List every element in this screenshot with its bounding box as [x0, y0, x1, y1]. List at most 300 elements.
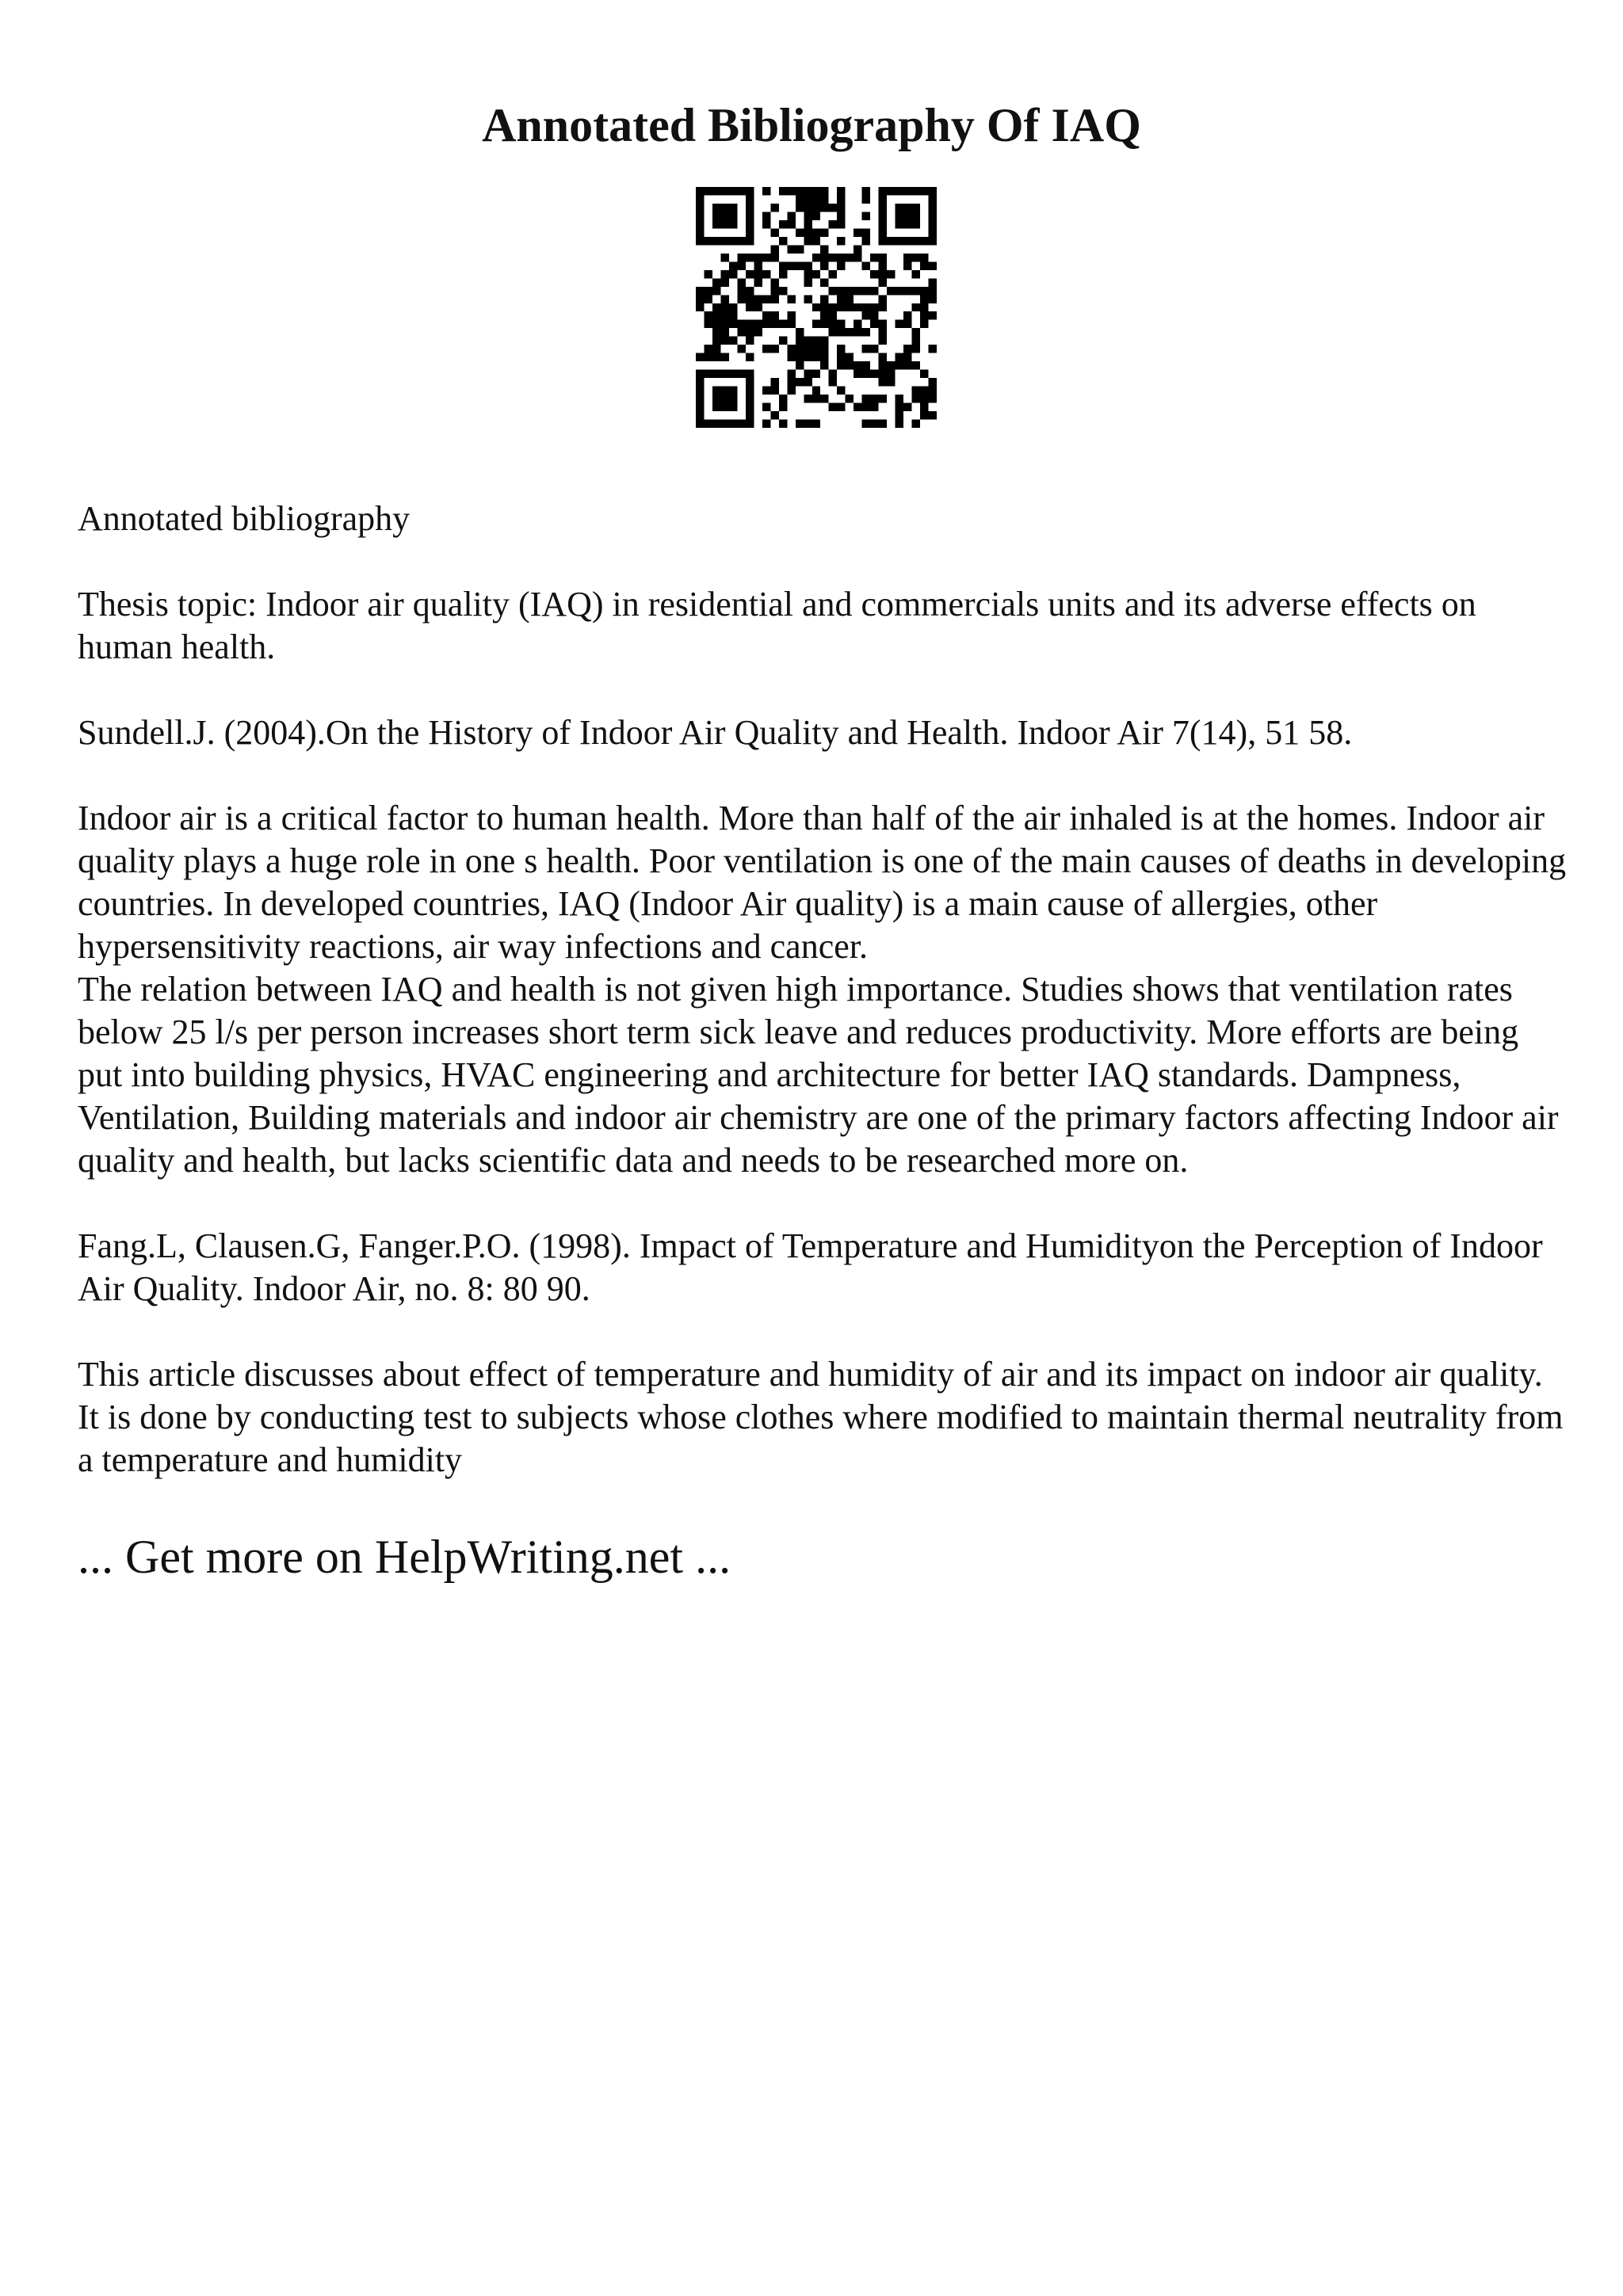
qr-module — [746, 237, 754, 245]
qr-module — [820, 337, 828, 345]
qr-module — [879, 212, 887, 219]
qr-module — [912, 337, 920, 345]
qr-module — [720, 387, 728, 395]
citation-fang: Fang.L, Clausen.G, Fanger.P.O. (1998). Impact of Temperature and Humidityon the Perception of Indoor Air Quality. Indoor Air, no. 8: 80 90. — [78, 1226, 1543, 1308]
qr-module — [729, 270, 737, 278]
qr-module — [912, 204, 920, 212]
qr-module — [837, 212, 845, 219]
qr-module — [896, 403, 903, 411]
qr-module — [779, 320, 787, 328]
qr-module — [912, 270, 920, 278]
qr-module — [820, 278, 828, 286]
qr-module — [929, 287, 937, 295]
qr-module — [720, 187, 728, 195]
qr-module — [712, 370, 720, 378]
qr-module — [903, 311, 911, 319]
qr-module — [779, 187, 787, 195]
qr-module — [704, 353, 712, 361]
qr-module — [879, 395, 887, 402]
qr-module — [812, 303, 820, 311]
qr-module — [912, 420, 920, 428]
qr-module — [696, 228, 704, 236]
qr-module — [896, 411, 903, 419]
qr-module — [929, 345, 937, 353]
qr-module — [879, 187, 887, 195]
qr-module — [720, 403, 728, 411]
qr-module — [729, 212, 737, 219]
qr-module — [879, 320, 887, 328]
qr-module — [720, 420, 728, 428]
qr-module — [779, 337, 787, 345]
qr-module — [903, 220, 911, 228]
qr-module — [903, 204, 911, 212]
qr-module — [746, 337, 754, 345]
qr-module — [903, 287, 911, 295]
annotation-fang: This article discusses about effect of temperature and humidity of air and its impact on indoor air quality. It is done by conducting test to subjects whose clothes where modified to maintain thermal neutrality from a temperature and humidity — [78, 1355, 1564, 1479]
qr-module — [820, 204, 828, 212]
qr-module — [879, 295, 887, 303]
qr-module — [729, 187, 737, 195]
qr-module — [896, 212, 903, 219]
qr-module — [820, 361, 828, 369]
qr-module — [903, 353, 911, 361]
qr-module — [837, 345, 845, 353]
qr-module — [729, 303, 737, 311]
qr-module — [720, 337, 728, 345]
qr-module — [820, 353, 828, 361]
qr-module — [770, 320, 778, 328]
qr-module — [879, 378, 887, 386]
qr-module — [720, 311, 728, 319]
qr-module — [729, 370, 737, 378]
qr-module — [812, 420, 820, 428]
qr-module — [912, 187, 920, 195]
qr-module — [862, 395, 870, 402]
qr-module — [896, 420, 903, 428]
qr-module — [862, 420, 870, 428]
get-more-link[interactable]: ... Get more on HelpWriting.net ... — [78, 1531, 731, 1583]
qr-module — [820, 345, 828, 353]
heading-label: Annotated bibliography — [78, 499, 411, 538]
qr-module — [920, 287, 928, 295]
qr-module — [903, 237, 911, 245]
qr-module — [870, 403, 878, 411]
qr-module — [879, 278, 887, 286]
qr-module — [720, 212, 728, 219]
qr-module — [912, 237, 920, 245]
qr-module — [812, 320, 820, 328]
qr-module — [804, 237, 812, 245]
qr-module — [887, 370, 895, 378]
qr-module — [820, 254, 828, 261]
qr-module — [696, 370, 704, 378]
qr-module — [796, 353, 804, 361]
qr-module — [746, 353, 754, 361]
qr-module — [779, 270, 787, 278]
qr-module — [762, 220, 770, 228]
qr-module — [696, 378, 704, 386]
qr-module — [704, 187, 712, 195]
qr-module — [746, 378, 754, 386]
qr-code — [696, 187, 937, 428]
qr-module — [829, 311, 837, 319]
qr-module — [796, 361, 804, 369]
qr-module — [746, 187, 754, 195]
qr-module — [820, 303, 828, 311]
qr-module — [812, 204, 820, 212]
qr-module — [920, 395, 928, 402]
qr-module — [812, 387, 820, 395]
qr-module — [712, 353, 720, 361]
qr-module — [846, 395, 854, 402]
qr-module — [820, 395, 828, 402]
qr-module — [754, 320, 762, 328]
qr-module — [712, 187, 720, 195]
qr-module — [804, 270, 812, 278]
qr-module — [837, 328, 845, 336]
qr-module — [796, 261, 804, 269]
qr-module — [854, 370, 861, 378]
qr-module — [804, 345, 812, 353]
qr-module — [920, 261, 928, 269]
qr-module — [696, 420, 704, 428]
qr-module — [920, 295, 928, 303]
qr-module — [696, 303, 704, 311]
qr-module — [829, 254, 837, 261]
qr-module — [912, 303, 920, 311]
qr-module — [729, 220, 737, 228]
qr-module — [712, 345, 720, 353]
qr-module — [704, 420, 712, 428]
qr-module — [720, 353, 728, 361]
qr-module — [903, 320, 911, 328]
qr-module — [779, 261, 787, 269]
qr-module — [862, 261, 870, 269]
qr-module — [920, 387, 928, 395]
qr-module — [903, 361, 911, 369]
qr-module — [829, 378, 837, 386]
qr-module — [787, 345, 795, 353]
qr-module — [870, 345, 878, 353]
qr-module — [737, 254, 745, 261]
qr-module — [846, 328, 854, 336]
qr-module — [762, 387, 770, 395]
qr-module — [854, 254, 861, 261]
qr-module — [879, 220, 887, 228]
qr-module — [704, 237, 712, 245]
qr-module — [762, 212, 770, 219]
qr-module — [712, 387, 720, 395]
qr-module — [720, 270, 728, 278]
qr-module — [737, 328, 745, 336]
qr-module — [804, 337, 812, 345]
qr-module — [720, 395, 728, 402]
qr-module — [854, 403, 861, 411]
qr-module — [796, 187, 804, 195]
qr-module — [746, 228, 754, 236]
qr-module — [712, 278, 720, 286]
qr-module — [787, 311, 795, 319]
qr-module — [820, 245, 828, 253]
qr-module — [829, 270, 837, 278]
qr-module — [862, 345, 870, 353]
qr-module — [837, 387, 845, 395]
qr-module — [787, 295, 795, 303]
qr-module — [862, 187, 870, 195]
qr-module — [729, 204, 737, 212]
qr-module — [903, 261, 911, 269]
qr-module — [903, 345, 911, 353]
qr-module — [896, 287, 903, 295]
qr-module — [862, 228, 870, 236]
qr-module — [887, 287, 895, 295]
qr-module — [770, 411, 778, 419]
qr-module — [887, 378, 895, 386]
qr-module — [862, 403, 870, 411]
qr-module — [704, 345, 712, 353]
qr-module — [787, 212, 795, 219]
qr-module — [912, 287, 920, 295]
qr-module — [854, 328, 861, 336]
qr-module — [820, 187, 828, 195]
qr-module — [870, 287, 878, 295]
qr-module — [862, 328, 870, 336]
qr-module — [929, 187, 937, 195]
qr-module — [896, 237, 903, 245]
qr-module — [779, 220, 787, 228]
qr-module — [696, 187, 704, 195]
qr-module — [862, 311, 870, 319]
qr-module — [787, 320, 795, 328]
qr-module — [804, 204, 812, 212]
qr-module — [787, 353, 795, 361]
qr-module — [746, 420, 754, 428]
qr-module — [879, 261, 887, 269]
qr-module — [762, 270, 770, 278]
qr-module — [829, 303, 837, 311]
qr-module — [796, 378, 804, 386]
qr-module — [737, 320, 745, 328]
qr-module — [870, 420, 878, 428]
qr-module — [820, 311, 828, 319]
qr-module — [796, 345, 804, 353]
qr-module — [770, 287, 778, 295]
qr-module — [712, 287, 720, 295]
qr-module — [837, 303, 845, 311]
qr-module — [870, 370, 878, 378]
qr-module — [879, 303, 887, 311]
qr-module — [804, 278, 812, 286]
qr-module — [862, 195, 870, 203]
qr-module — [746, 387, 754, 395]
qr-module — [796, 228, 804, 236]
qr-module — [729, 261, 737, 269]
qr-module — [903, 212, 911, 219]
qr-module — [920, 254, 928, 261]
qr-module — [862, 212, 870, 219]
qr-module — [720, 254, 728, 261]
qr-module — [720, 220, 728, 228]
qr-module — [870, 303, 878, 311]
qr-module — [762, 187, 770, 195]
qr-module — [804, 187, 812, 195]
qr-module — [820, 261, 828, 269]
qr-module — [837, 254, 845, 261]
qr-module — [812, 195, 820, 203]
qr-module — [729, 403, 737, 411]
qr-module — [696, 395, 704, 402]
qr-module — [912, 395, 920, 402]
qr-module — [837, 403, 845, 411]
qr-module — [712, 320, 720, 328]
qr-module — [762, 345, 770, 353]
qr-module — [862, 370, 870, 378]
qr-module — [862, 361, 870, 369]
qr-module — [720, 303, 728, 311]
qr-module — [812, 237, 820, 245]
qr-module — [862, 287, 870, 295]
qr-module — [896, 204, 903, 212]
qr-module — [720, 370, 728, 378]
qr-module — [770, 278, 778, 286]
qr-module — [879, 361, 887, 369]
qr-module — [737, 420, 745, 428]
qr-module — [846, 361, 854, 369]
qr-module — [704, 370, 712, 378]
qr-module — [746, 395, 754, 402]
qr-module — [712, 420, 720, 428]
qr-module — [787, 220, 795, 228]
qr-module — [712, 212, 720, 219]
qr-module — [770, 295, 778, 303]
qr-module — [837, 295, 845, 303]
qr-module — [770, 204, 778, 212]
qr-module — [929, 387, 937, 395]
qr-module — [746, 204, 754, 212]
qr-module — [712, 328, 720, 336]
qr-module — [929, 204, 937, 212]
qr-module — [887, 187, 895, 195]
qr-module — [770, 311, 778, 319]
qr-module — [729, 237, 737, 245]
qr-module — [862, 237, 870, 245]
qr-module — [870, 320, 878, 328]
qr-module — [737, 261, 745, 269]
qr-module — [746, 403, 754, 411]
qr-module — [929, 237, 937, 245]
qr-module — [870, 254, 878, 261]
qr-module — [804, 295, 812, 303]
qr-module — [770, 254, 778, 261]
qr-module — [879, 254, 887, 261]
qr-module — [846, 295, 854, 303]
qr-module — [746, 270, 754, 278]
thesis-topic: Thesis topic: Indoor air quality (IAQ) in residential and commercials units and its adverse effects on human health. — [78, 585, 1476, 666]
qr-module — [896, 361, 903, 369]
qr-module — [846, 287, 854, 295]
qr-module — [912, 328, 920, 336]
qr-module — [704, 311, 712, 319]
qr-module — [854, 303, 861, 311]
qr-module — [696, 411, 704, 419]
annotation-sundell-part1: Indoor air is a critical factor to human health. More than half of the air inhaled is at the homes. Indoor air quality plays a huge role in one s health. Poor ventilation is one of the main causes of deaths in developing countries. In developed countries, IAQ (Indoor Air quality) is a main cause of allergies, other hypersensitivity reactions, air way infections and cancer. — [78, 799, 1567, 966]
qr-module — [870, 311, 878, 319]
qr-module — [896, 187, 903, 195]
qr-module — [704, 270, 712, 278]
qr-module — [837, 261, 845, 269]
qr-module — [779, 395, 787, 402]
qr-module — [912, 387, 920, 395]
qr-module — [712, 303, 720, 311]
qr-module — [746, 212, 754, 219]
qr-module — [812, 228, 820, 236]
qr-module — [779, 237, 787, 245]
qr-module — [804, 395, 812, 402]
qr-module — [879, 195, 887, 203]
qr-module — [829, 370, 837, 378]
qr-module — [796, 337, 804, 345]
qr-module — [762, 403, 770, 411]
qr-module — [696, 387, 704, 395]
qr-module — [704, 287, 712, 295]
qr-module — [854, 228, 861, 236]
qr-module — [854, 287, 861, 295]
qr-module — [896, 220, 903, 228]
qr-module — [712, 220, 720, 228]
qr-module — [712, 311, 720, 319]
qr-module — [804, 261, 812, 269]
qr-module — [829, 403, 837, 411]
qr-module — [870, 270, 878, 278]
qr-module — [762, 254, 770, 261]
qr-module — [770, 387, 778, 395]
qr-module — [712, 204, 720, 212]
qr-module — [804, 420, 812, 428]
qr-module — [754, 254, 762, 261]
qr-module — [712, 395, 720, 402]
qr-module — [804, 353, 812, 361]
citation-sundell: Sundell.J. (2004).On the History of Indoor Air Quality and Health. Indoor Air 7(14), 51 58. — [78, 713, 1353, 752]
qr-module — [704, 295, 712, 303]
qr-module — [879, 353, 887, 361]
qr-module — [737, 187, 745, 195]
qr-module — [804, 228, 812, 236]
qr-module — [896, 353, 903, 361]
qr-module — [846, 254, 854, 261]
qr-module — [796, 195, 804, 203]
qr-module — [720, 320, 728, 328]
qr-module — [720, 237, 728, 245]
qr-module — [812, 353, 820, 361]
qr-module — [804, 212, 812, 219]
annotation-sundell-part2: The relation between IAQ and health is not given high importance. Studies shows that ventilation rates below 25 l/s per person increases short term sick leave and reduces productivity. More efforts are being put into building physics, HVAC engineering and architecture for better IAQ standards. Dampness, Ventilation, Building materials and indoor air chemistry are one of the primary factors affecting Indoor air quality and health, but lacks scientific data and needs to be researched more on. — [78, 970, 1559, 1180]
qr-module — [712, 403, 720, 411]
qr-module — [787, 378, 795, 386]
qr-module — [720, 278, 728, 286]
qr-module — [696, 220, 704, 228]
qr-module — [929, 220, 937, 228]
qr-module — [879, 420, 887, 428]
qr-module — [912, 345, 920, 353]
qr-module — [812, 370, 820, 378]
qr-module — [712, 337, 720, 345]
qr-module — [746, 328, 754, 336]
qr-module — [696, 204, 704, 212]
qr-module — [887, 270, 895, 278]
qr-module — [737, 278, 745, 286]
qr-module — [896, 320, 903, 328]
qr-module — [762, 320, 770, 328]
